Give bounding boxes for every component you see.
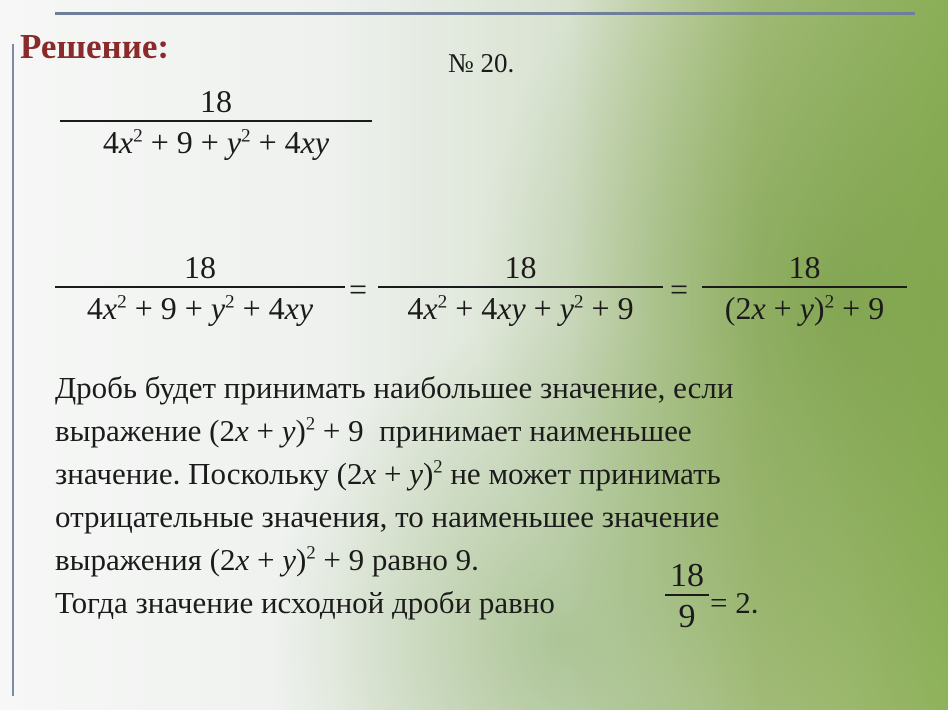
chain-denominator-2: $4x^2 + 4xy + y^2 + 9$ — [407, 290, 634, 326]
chain-denominator-1: $4x^2 + 9 + y^2 + 4xy$ — [86, 290, 314, 326]
text-line: отрицательные значения, то наименьшее значение — [55, 499, 720, 534]
top-rule — [55, 12, 915, 15]
chain-numerator-1: 18 — [184, 249, 216, 285]
chain-fraction-1 — [55, 248, 345, 328]
page-title: Решение: — [20, 27, 170, 66]
problem-number: № 20. — [448, 48, 515, 78]
final-result: = 2. — [710, 585, 759, 620]
chain-denominator-3: $(2x + y)^2 + 9$ — [724, 290, 885, 326]
final-numerator: 18 — [670, 557, 704, 594]
text-line: выражения $(2x + y)^2 + 9$ равно 9. — [55, 542, 479, 577]
equals-sign-2: = — [670, 271, 689, 307]
chain-fraction-3 — [702, 248, 907, 328]
chain-numerator-3: 18 — [788, 249, 821, 285]
solution-text — [55, 366, 925, 624]
text-line: Тогда значение исходной дроби равно — [55, 585, 555, 620]
chain-numerator-2: 18 — [504, 249, 537, 285]
text-line: Дробь будет принимать наибольшее значение, если — [55, 370, 734, 405]
final-fraction — [665, 558, 709, 638]
side-rule — [12, 44, 14, 696]
text-line: выражение $(2x + y)^2 + 9$ принимает наименьшее — [55, 413, 692, 448]
equals-sign-1: = — [349, 271, 368, 307]
chain-fraction-2 — [378, 248, 663, 328]
given-denominator: $4x^2 + 9 + y^2 + 4xy$ — [102, 124, 330, 160]
final-denominator: 9 — [678, 598, 696, 635]
given-fraction — [60, 82, 372, 162]
text-line: значение. Поскольку $(2x + y)^2$ не может принимать — [55, 456, 721, 491]
given-numerator: 18 — [200, 83, 232, 119]
